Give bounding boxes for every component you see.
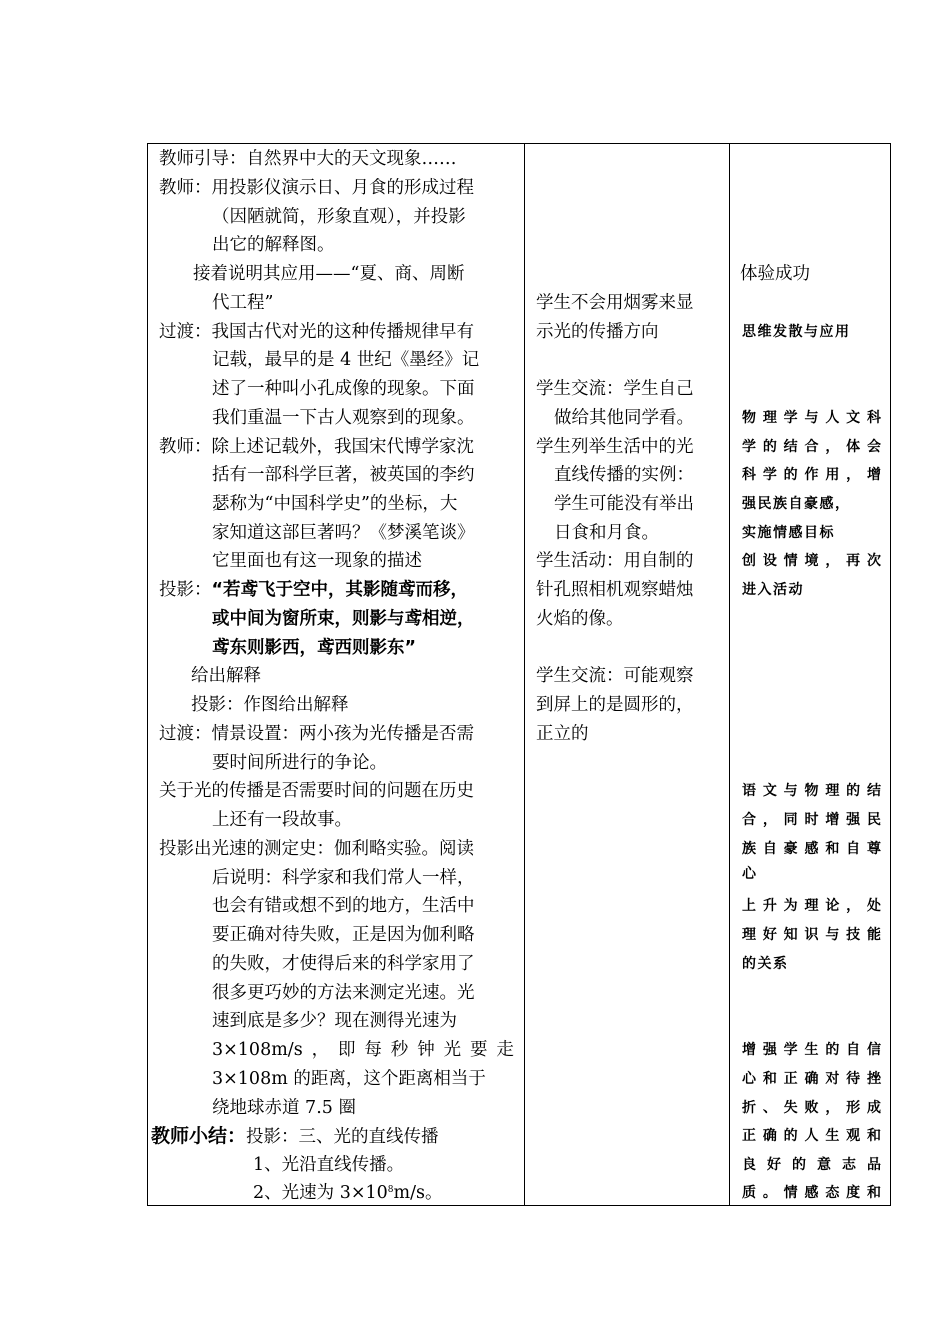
text-line: 3×108m 的距离，这个距离相当于 bbox=[212, 1069, 486, 1089]
note-line: 强民族自豪感， bbox=[742, 496, 851, 512]
note-line: 合 ， 同 时 增 强 民 bbox=[742, 812, 881, 828]
text-line bbox=[159, 576, 468, 605]
text-line: 日食和月食。 bbox=[554, 523, 659, 543]
text-line: 直线传播的实例： bbox=[554, 465, 694, 485]
text-line: 绕地球赤道 7.5 圈 bbox=[212, 1098, 356, 1118]
text-line: 学生不会用烟雾来显 bbox=[536, 293, 694, 313]
design-intent-column bbox=[730, 144, 891, 1205]
text-span: ， bbox=[311, 1040, 330, 1060]
text-span: 走 bbox=[496, 1040, 514, 1060]
text-line: 关于光的传播是否需要时间的问题在历史 bbox=[159, 781, 474, 801]
note-line: 良 好 的 意 志 品 bbox=[742, 1157, 881, 1173]
note-line: 理 好 知 识 与 技 能 bbox=[742, 927, 881, 943]
text-line: 1、光沿直线传播。 bbox=[253, 1155, 405, 1175]
note-line: 学 的 结 合 ， 体 会 bbox=[742, 439, 881, 455]
text-line: 投影：作图给出解释 bbox=[191, 695, 349, 715]
text-span: 秒 bbox=[390, 1040, 409, 1060]
text-line: 教师：除上述记载外，我国宋代博学家沈 bbox=[159, 437, 474, 457]
note-line: 增 强 学 生 的 自 信 bbox=[742, 1042, 881, 1058]
text-line bbox=[253, 1179, 442, 1208]
text-line: 的失败，才使得后来的科学家用了 bbox=[212, 954, 475, 974]
text-line: 瑟称为“中国科学史”的坐标，大 bbox=[212, 494, 458, 514]
text-line: 接着说明其应用——“夏、商、周断 bbox=[193, 264, 465, 284]
text-span: 记载，最早的是 bbox=[212, 350, 335, 370]
text-line: 过渡：情景设置：两小孩为光传播是否需 bbox=[159, 724, 474, 744]
text-span: 每 bbox=[364, 1040, 382, 1060]
text-span: m/s。 bbox=[393, 1183, 443, 1203]
text-span: 4 bbox=[340, 350, 352, 370]
text-span: 要 bbox=[470, 1040, 488, 1060]
text-line: 家知道这部巨著吗？《梦溪笔谈》 bbox=[212, 523, 475, 543]
text-line: 它里面也有这一现象的描述 bbox=[212, 551, 422, 571]
note-line: 的关系 bbox=[742, 956, 789, 972]
text-line: 给出解释 bbox=[191, 666, 261, 686]
text-line: 后说明：科学家和我们常人一样， bbox=[212, 868, 475, 888]
note-line: 族 自 豪 感 和 自 尊 bbox=[742, 841, 881, 857]
text-line: 教师引导：自然界中大的天文现象…… bbox=[159, 149, 457, 169]
text-span: 即 bbox=[337, 1040, 356, 1060]
text-line: 也会有错或想不到的地方，生活中 bbox=[212, 896, 475, 916]
text-line: 做给其他同学看。 bbox=[554, 408, 694, 428]
text-span: 投影：三、光的直线传播 bbox=[246, 1127, 439, 1147]
note-line: 思维发散与应用 bbox=[742, 324, 851, 340]
text-line: 学生交流：可能观察 bbox=[536, 666, 694, 686]
teacher-activity-column bbox=[148, 144, 524, 1205]
text-line: （因陋就简，形象直观），并投影 bbox=[212, 207, 466, 227]
justified-line bbox=[212, 1036, 514, 1065]
text-line: 括有一部科学巨著，被英国的李约 bbox=[212, 465, 475, 485]
text-line: 学生可能没有举出 bbox=[554, 494, 694, 514]
note-line: 心 和 正 确 对 待 挫 bbox=[742, 1071, 881, 1087]
note-line: 上 升 为 理 论 ， 处 bbox=[742, 898, 881, 914]
text-line: 示光的传播方向 bbox=[536, 322, 659, 342]
summary-heading: 教师小结： bbox=[151, 1125, 247, 1147]
note-line: 进入活动 bbox=[742, 582, 804, 598]
note-line: 实施情感目标 bbox=[742, 525, 835, 541]
text-line: 学生列举生活中的光 bbox=[536, 437, 694, 457]
text-span: 钟 bbox=[417, 1040, 435, 1060]
text-line: 火焰的像。 bbox=[536, 609, 624, 629]
text-line: 要时间所进行的争论。 bbox=[212, 753, 387, 773]
note-line: 质 。 情 感 态 度 和 bbox=[742, 1185, 881, 1201]
note-line: 折 、 失 败 ， 形 成 bbox=[742, 1100, 881, 1116]
summary-line bbox=[151, 1122, 439, 1152]
text-line: 学生活动：用自制的 bbox=[536, 551, 694, 571]
text-line: 述了一种叫小孔成像的现象。下面 bbox=[212, 379, 475, 399]
text-line: 我们重温一下古人观察到的现象。 bbox=[212, 408, 475, 428]
text-line: 上还有一段故事。 bbox=[212, 810, 352, 830]
text-line: 到屏上的是圆形的， bbox=[536, 695, 694, 715]
text-line: 体验成功 bbox=[740, 264, 810, 284]
text-line: 投影出光速的测定史：伽利略实验。阅读 bbox=[159, 839, 474, 859]
text-span: 光 bbox=[443, 1040, 462, 1060]
text-line: 学生交流：学生自己 bbox=[536, 379, 694, 399]
text-line: 速到底是多少？现在测得光速为 bbox=[212, 1011, 457, 1031]
note-line: 语 文 与 物 理 的 结 bbox=[742, 783, 881, 799]
text-line: 针孔照相机观察蜡烛 bbox=[536, 580, 694, 600]
text-line: 很多更巧妙的方法来测定光速。光 bbox=[212, 983, 475, 1003]
note-line: 物 理 学 与 人 文 科 bbox=[742, 410, 881, 426]
text-span: 世纪《墨经》记 bbox=[356, 350, 480, 370]
text-line: 过渡：我国古代对光的这种传播规律早有 bbox=[159, 322, 474, 342]
text-line: 出它的解释图。 bbox=[212, 235, 335, 255]
note-line: 正 确 的 人 生 观 和 bbox=[742, 1128, 881, 1144]
quote-line: 或中间为窗所束，则影与鸢相逆， bbox=[212, 609, 475, 629]
text-line: 要正确对待失败，正是因为伽利略 bbox=[212, 925, 475, 945]
text-line: 正立的 bbox=[536, 724, 589, 744]
text-line: 代工程” bbox=[212, 293, 274, 313]
note-line: 心 bbox=[742, 866, 758, 882]
note-line: 创 设 情 境 ， 再 次 bbox=[742, 553, 881, 569]
text-line: 教师：用投影仪演示日、月食的形成过程 bbox=[159, 178, 474, 198]
text-span: 投影： bbox=[159, 580, 212, 600]
text-line bbox=[212, 346, 479, 375]
quote-span: “若鸢飞于空中，其影随鸢而移， bbox=[211, 580, 469, 600]
text-span: 3×108m/s bbox=[212, 1040, 303, 1060]
quote-line: 鸢东则影西，鸢西则影东” bbox=[212, 638, 417, 658]
student-activity-column bbox=[525, 144, 729, 1205]
lesson-plan-table bbox=[147, 143, 891, 1206]
superscript: 8 bbox=[387, 1185, 394, 1195]
note-line: 科 学 的 作 用 ， 增 bbox=[742, 467, 881, 483]
text-span: 2、光速为 3×10 bbox=[253, 1183, 388, 1203]
